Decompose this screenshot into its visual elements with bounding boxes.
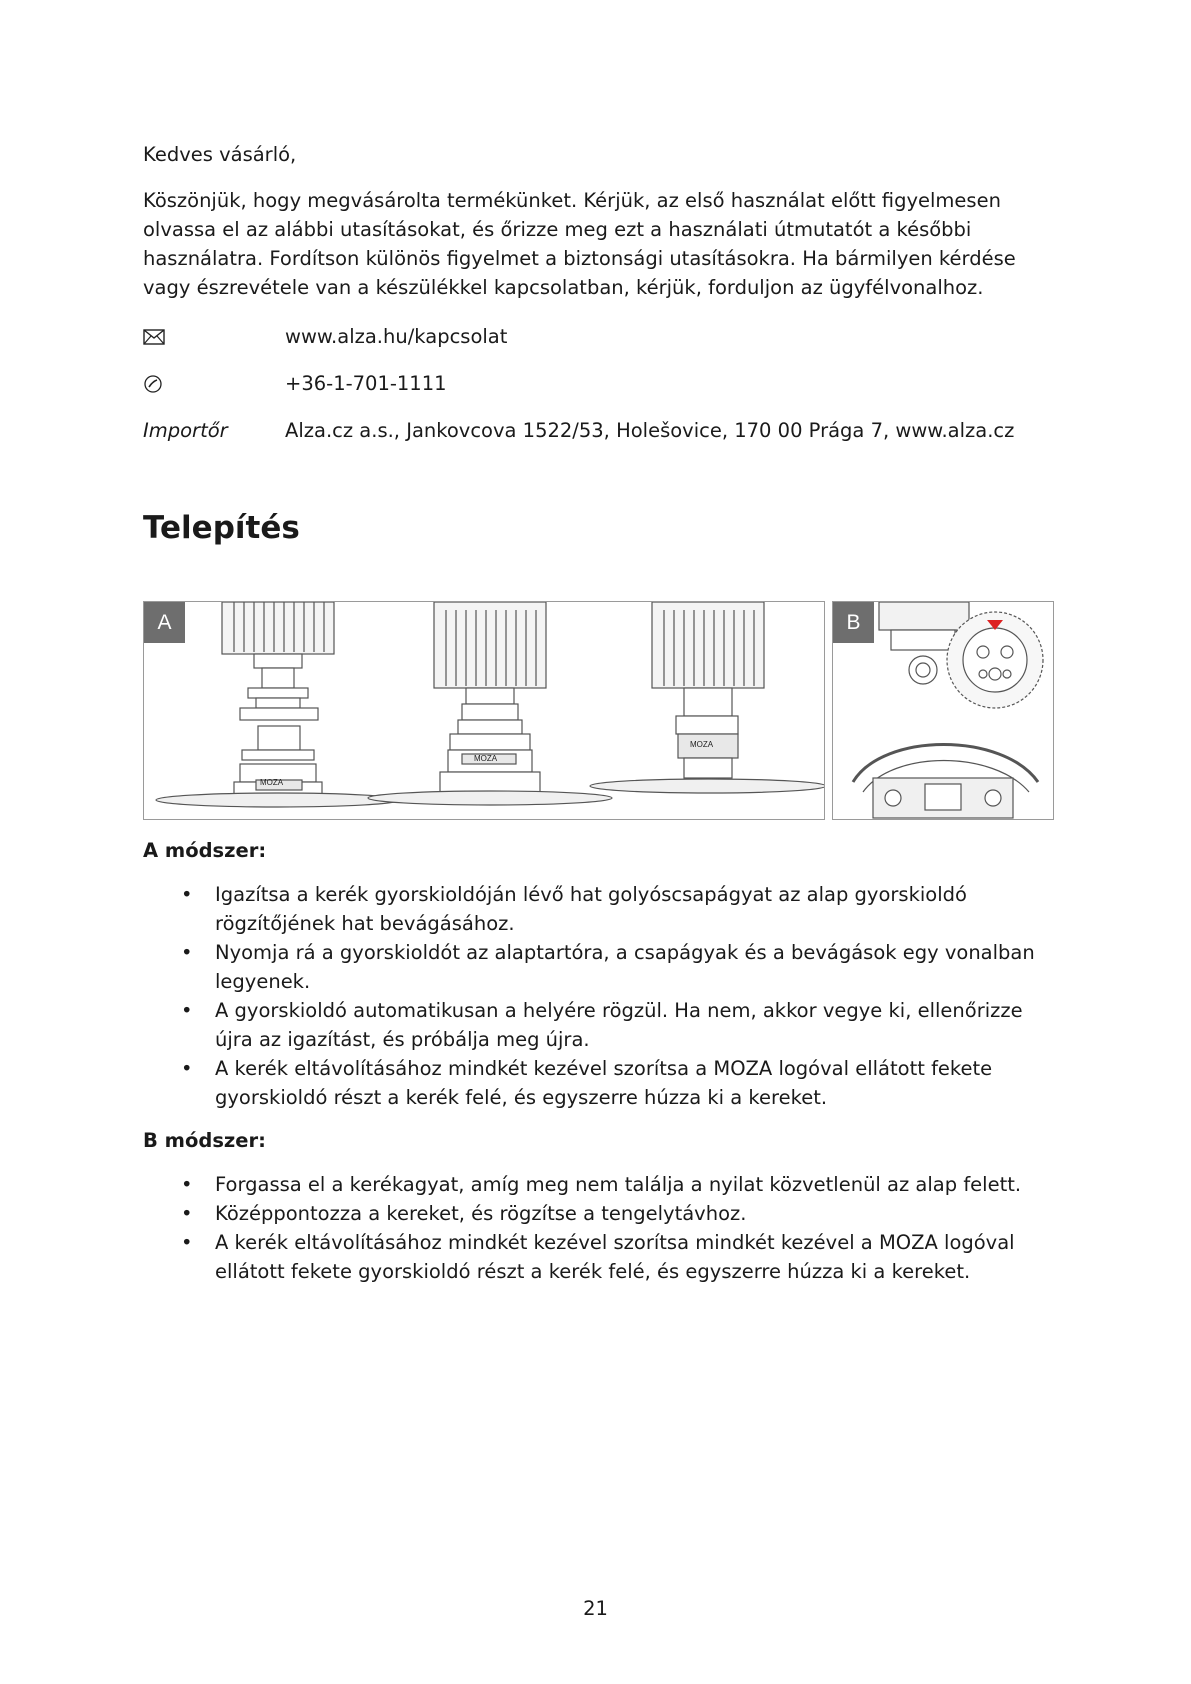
method-b-title: B módszer: [143,1129,266,1152]
method-a-title: A módszer: [143,839,267,862]
moza-logo-label-2: MOZA [474,754,498,763]
contact-phone-number[interactable]: +36-1-701-1111 [285,372,447,395]
installation-figure-b [832,601,1054,820]
figure-a-label: A [144,602,185,643]
moza-logo-label-1: MOZA [260,778,284,787]
importer-value: Alza.cz a.s., Jankovcova 1522/53, Holešovice, 170 00 Prága 7, www.alza.cz [285,419,1015,442]
contact-web-url[interactable]: www.alza.hu/kapcsolat [285,325,508,348]
list-item: • Forgassa el a kerékagyat, amíg meg nem találja a nyilat közvetlenül az alap felett. [143,1170,1063,1199]
figure-b-label: B [833,602,874,643]
list-item: • Nyomja rá a gyorskioldót az alaptartóra, a csapágyak és a bevágások egy vonalban legyenek. [143,938,1063,996]
envelope-icon [143,322,273,353]
list-item: • A gyorskioldó automatikusan a helyére rögzül. Ha nem, akkor vegye ki, ellenőrizze újra az igazítást, és próbálja meg újra. [143,996,1063,1054]
intro-paragraph: Köszönjük, hogy megvásárolta termékünket. Kérjük, az első használat előtt figyelmesen olvassa el az alábbi utasításokat, és őrizze meg ezt a használati útmutatót a későbbi használatra. Fordítson különös figyelmet a biztonsági utasításokra. Ha bármilyen kérdése vagy észrevétele van a készülékkel kapcsolatban, kérjük, forduljon az ügyfélvonalhoz. [143,189,1016,299]
phone-icon [143,369,273,402]
list-item: • A kerék eltávolításához mindkét kezével szorítsa a MOZA logóval ellátott fekete gyorskioldó részt a kerék felé, és egyszerre húzza ki a kereket. [143,1054,1063,1112]
section-title: Telepítés [143,510,300,546]
installation-figure-a [143,601,825,820]
list-item: • Igazítsa a kerék gyorskioldóján lévő hat golyóscsapágyat az alap gyorskioldó rögzítőjének hat bevágásához. [143,880,1063,938]
method-b-list [143,1170,1063,1286]
method-a-list [143,880,1063,1112]
greeting: Kedves vásárló, [143,143,297,166]
list-item: • A kerék eltávolításához mindkét kezével szorítsa mindkét kezével a MOZA logóval ellátott fekete gyorskioldó részt a kerék felé, és egyszerre húzza ki a kereket. [143,1228,1063,1286]
importer-label: Importőr [143,419,228,442]
figure-a-drawing [144,602,824,819]
page-number: 21 [583,1597,608,1620]
moza-logo-label-3: MOZA [690,740,714,749]
list-item: • Középpontozza a kereket, és rögzítse a tengelytávhoz. [143,1199,1063,1228]
